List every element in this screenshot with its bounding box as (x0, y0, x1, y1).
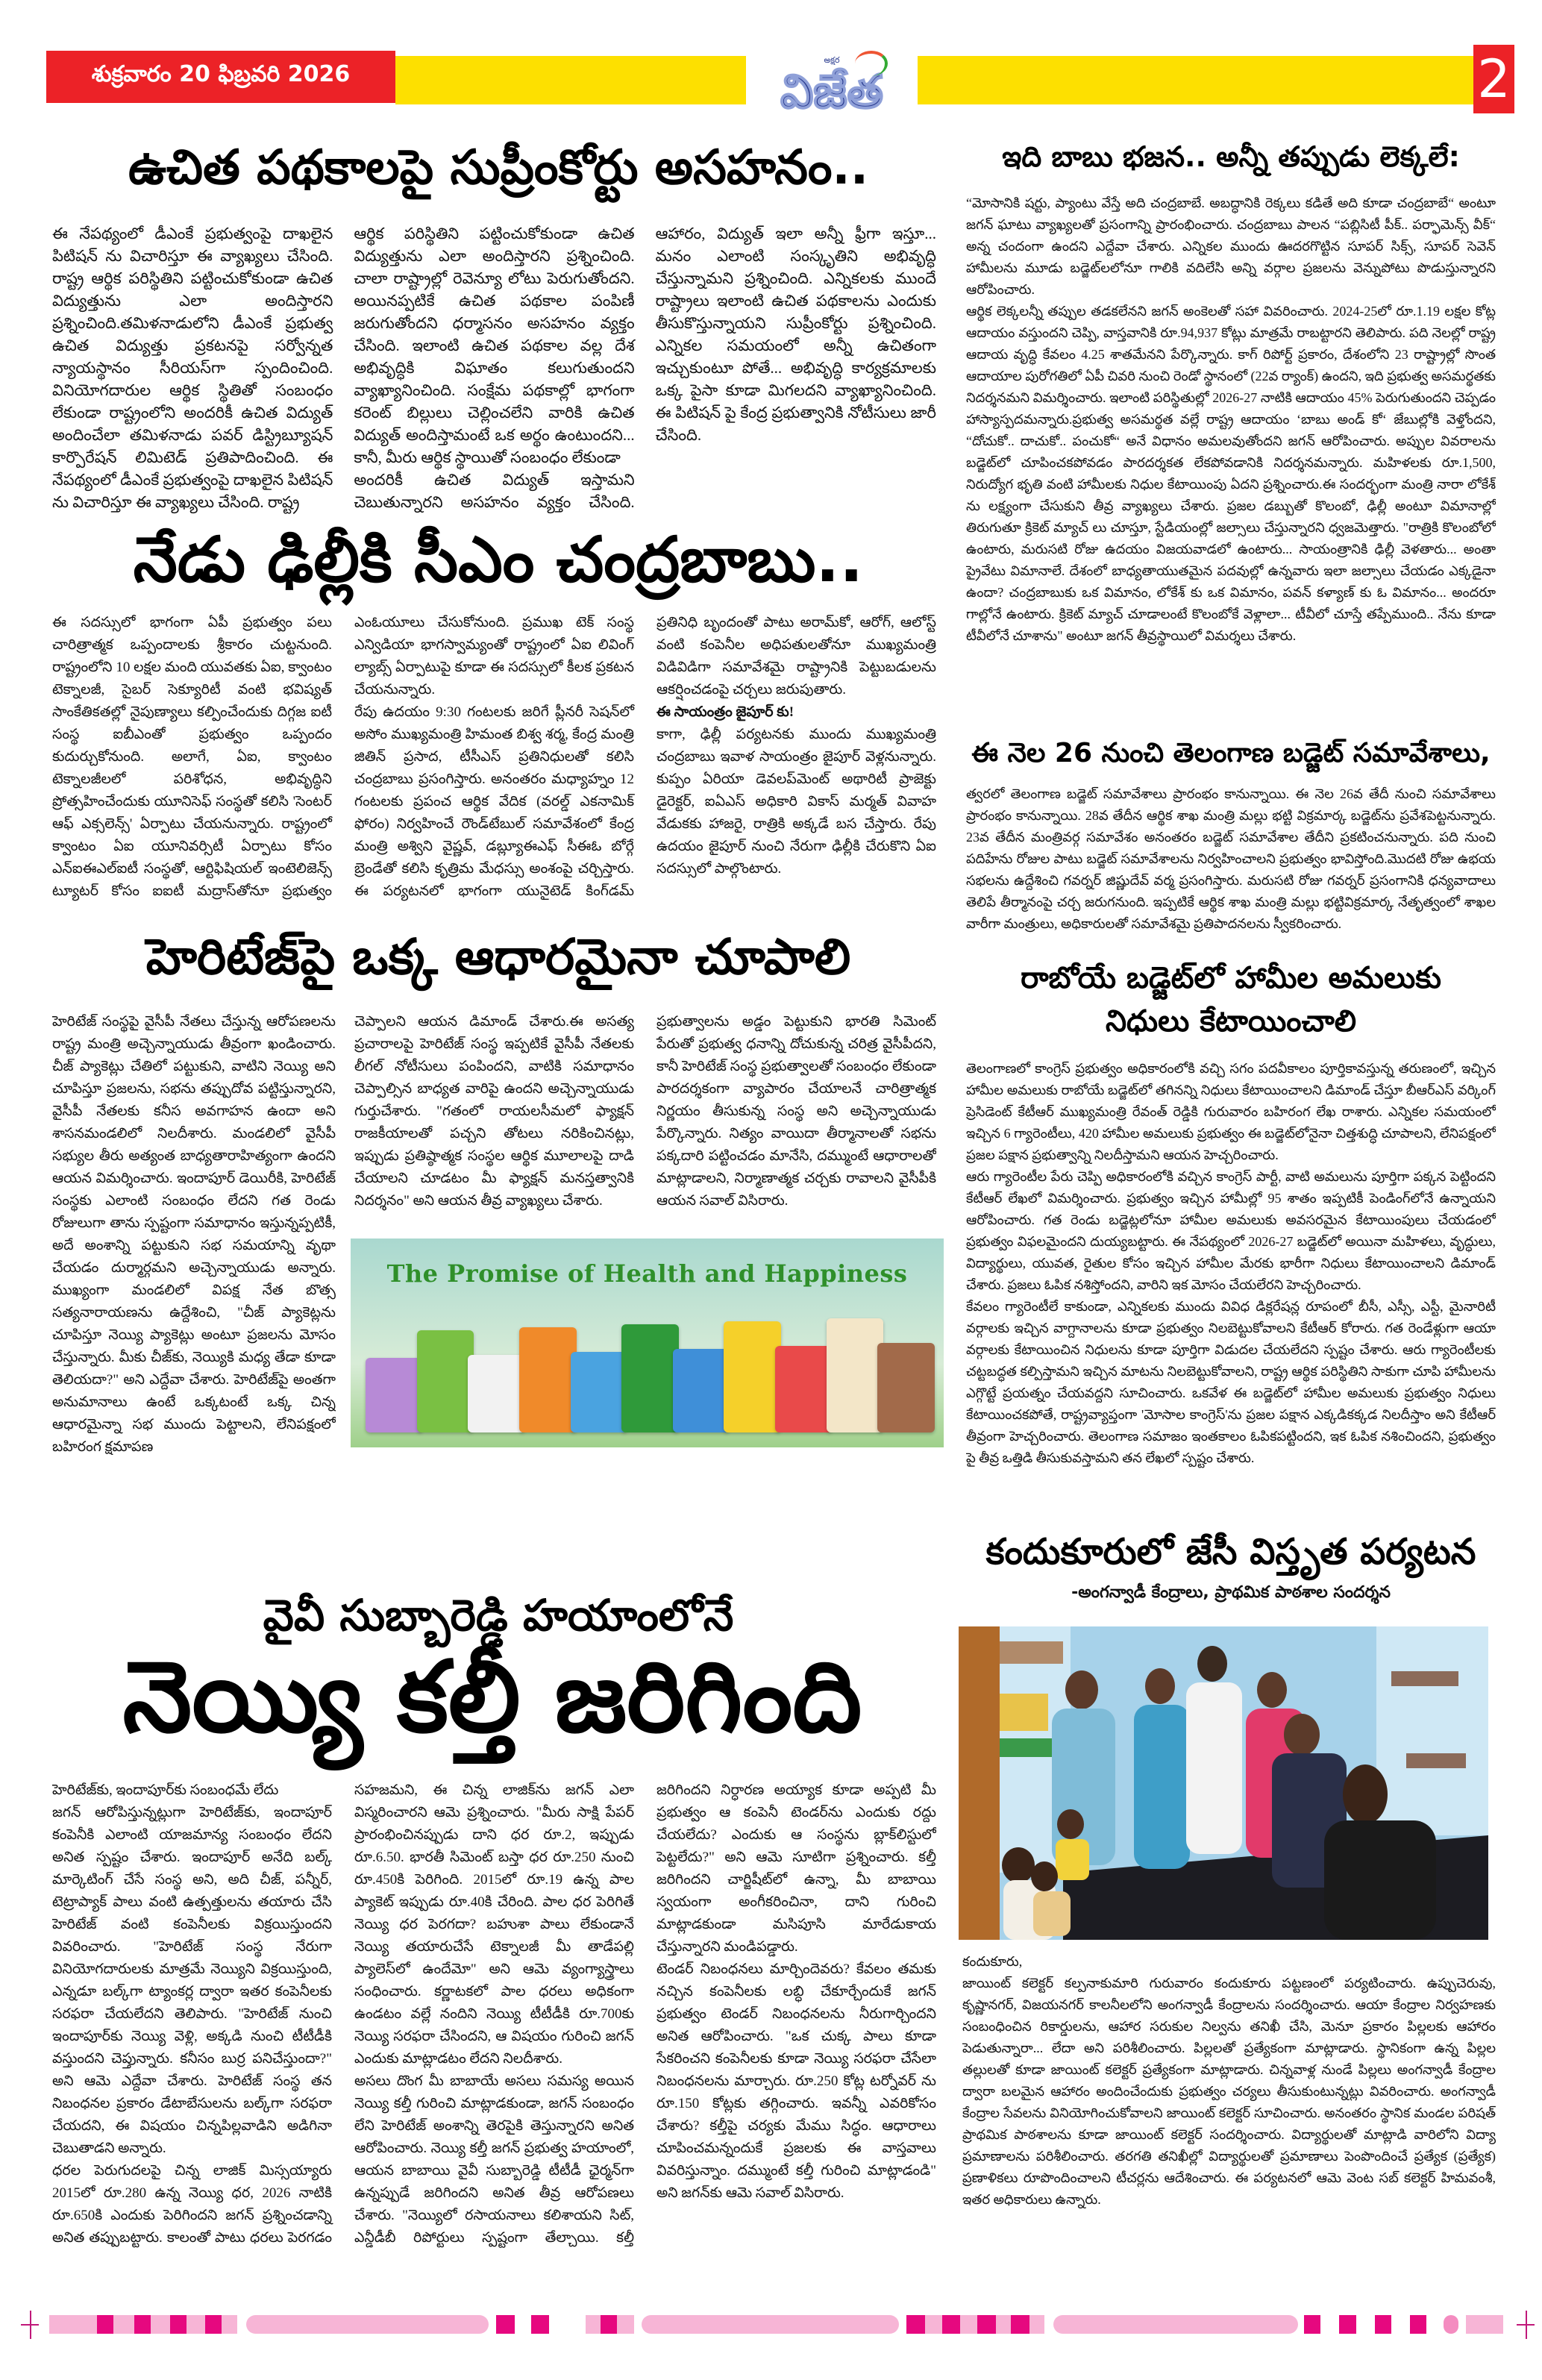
article-ktr-body (966, 1058, 1496, 1522)
page-number: 2 (1473, 45, 1514, 113)
footer-bar-segment (1339, 2315, 1356, 2334)
paragraph: కాగా, ఢిల్లీ పర్యటనకు ముందు ముఖ్యమంత్రి చంద్రబాబు ఇవాళ సాయంత్రం జైపూర్ వెళ్లనున్నారు. కుప్పం ఏరియా డెవలప్‌మెంట్ అథారిటీ ప్రాజెక్టు డైరెక్టర్, ఐఏఎస్ అధికారి వికాస్ మర్మత్ వివాహ వేడుకకు హాజరై, రాత్రికి అక్కడే బస చేస్తారు. రేపు ఉదయం జైపూర్ నుంచి నేరుగా ఢిల్లీకి చేరుకొని ఏఐ సదస్సులో పాల్గొంటారు. (656, 727, 936, 877)
paragraph: చెప్పాలని ఆయన డిమాండ్ చేశారు.ఈ అసత్య ప్రచారాలపై హెరిటేజ్ సంస్థ ఇప్పటికే వైసీపీ నేతలకు లీగల్ నోటీసులు పంపిందని, వాటికి సమాధానం చెప్పాల్సిన బాధ్యత వారిపై ఉందని అచ్చెన్నాయుడు గుర్తుచేశారు. "గతంలో రాయలసీమలో ఫ్యాక్షన్ రాజకీయాలతో పచ్చని తోటలు నరికించినట్లు, ఇప్పుడు ప్రతిష్ఠాత్మక సంస్థల ఆర్థిక మూలాలపై దాడి చేయాలని చూడటం మీ ఫ్యాక్షన్ మనస్తత్వానికి నిదర్శనం" అని ఆయన తీవ్ర వ్యాఖ్యలు చేశారు. (354, 1014, 634, 1209)
footer-bar-segment (134, 2315, 151, 2334)
footer-bar-segment (1375, 2315, 1391, 2334)
footer-registration-bar (0, 2302, 1542, 2346)
paragraph: “మోసానికి షర్టు, ప్యాంటు వేస్తే అది చంద్రబాబే. అబద్ధానికి రెక్కలు కడితే అది కూడా చంద్రబాబే“ అంటూ జగన్ ఘాటు వ్యాఖ్యలతో ప్రసంగాన్ని ప్రారంభించారు. చంద్రబాబు పాలన “పబ్లిసిటీ పీక్.. పర్ఫామెన్స్ వీక్“ అన్న చందంగా ఉందని ఎద్దేవా చేశారు. ఎన్నికల ముందు ఊదరగొట్టిన సూపర్ సిక్స్, సూపర్ సెవెన్ హామీలను మూడు బడ్జెట్‌లలోనూ గాలికి వదిలేసి అన్ని వర్గాల ప్రజలను వెన్నుపోటు పొడుస్తున్నారని ఆరోపించారు. (966, 195, 1496, 297)
dateline: కందుకూరు, (962, 1954, 1023, 1969)
article-kandukur-body (962, 1951, 1496, 2249)
article-ghee-body (52, 1779, 936, 2249)
paragraph: ఆర్థిక లెక్కలన్నీ తప్పుల తడకలేనని జగన్ అంకెలతో సహా వివరించారు. 2024-25లో రూ.1.19 లక్షల కోట్ల ఆదాయం వస్తుందని చెప్పి, వాస్తవానికి రూ.94,937 కోట్లు మాత్రమే రాబట్టారని తెలిపారు. పది నెలల్లో రాష్ట్ర ఆదాయ వృద్ధి కేవలం 4.25 శాతమేనని పేర్కొన్నారు. కాగ్ రిపోర్ట్ ప్రకారం, దేశంలోని 23 రాష్ట్రాల్లో సొంత ఆదాయాల పురోగతిలో ఏపీ చివరి నుంచి రెండో స్థానంలో (22వ ర్యాంక్) ఉందని, ఇది ప్రభుత్వ అసమర్థతకు నిదర్శనమని విమర్శించారు. ఇలాంటి పరిస్థితుల్లో 2026-27 నాటికి ఆదాయం 45% పెరుగుతుందని చెప్పడం హాస్యాస్పదమన్నారు.ప్రభుత్వ అసమర్థత వల్లే రాష్ట్ర ఆదాయం ‘బాబు అండ్ కో‘ జేబుల్లోకి వెళ్తోందని, “దోచుకో.. దాచుకో.. పంచుకో“ అనే విధానం అమలవుతోందని జగన్ ఆరోపించారు. అప్పుల వివరాలను బడ్జెట్‌లో చూపించకపోవడం పారదర్శకత లేకపోవడానికి నిదర్శనమన్నారు. మహిళలకు రూ.1,500, నిరుద్యోగ భృతి వంటి హామీలకు నిధుల కేటాయింపు ఏదని ప్రశ్నించారు.ఈ సందర్భంగా మంత్రి నారా లోకేశ్ ను లక్ష్యంగా చేసుకుని తీవ్ర వ్యాఖ్యలు చేశారు. ప్రజల డబ్బుతో కొలంబో, ఢిల్లీ అంటూ విమానాల్లో తిరుగుతూ క్రికెట్ మ్యాచ్ లు చూస్తూ, స్టేడియంల్లో జల్సాలు చేస్తున్నారని ధ్వజమెత్తారు. "రాత్రికి కొలంబోలో ఉంటారు, మరుసటి రోజు ఉదయం విజయవాడలో ఉంటారు... సాయంత్రానికి ఢిల్లీ వెళతారు... అంతా ప్రైవేటు విమానాలే. దేశంలో బాధ్యతాయుతమైన పదవుల్లో ఉన్నవారు ఇలా జల్సాలు చేయడం ఎక్కడైనా ఉందా? చంద్రబాబుకు ఒక విమానం, లోకేశ్ కు ఒక విమానం, పవన్ కళ్యాణ్ కు ఓ విమానం... అందరూ గాల్లోనే ఉంటారు. క్రికెట్ మ్యాచ్ చూడాలంటే కొలంబోకే వెళ్లాలా... టీవీలో చూస్తే తప్పేముంది.. నేను కూడా టీవీలోనే చూశాను" అంటూ జగన్ తీవ్రస్థాయిలో విమర్శలు చేశారు. (966, 304, 1496, 643)
article-heritage-body-right (354, 1011, 936, 1216)
paragraph: ప్రభుత్వాలను అడ్డం పెట్టుకుని భారతి సిమెంట్ పేరుతో ప్రభుత్వ ధనాన్ని దోచుకున్న చరిత్ర వైసీపీదని, కానీ హెరిటేజ్ సంస్థ ప్రభుత్వాలతో సంబంధం లేకుండా పారదర్శకంగా వ్యాపారం చేయాలనే చారిత్రాత్మక నిర్ణయం తీసుకున్న సంస్థ అని అచ్చెన్నాయుడు పేర్కొన్నారు. నిత్యం వాయిదా తీర్మానాలతో సభను పక్కదారి పట్టించడం మానేసి, దమ్ముంటే ఆధారాలతో మాట్లాడాలని, నిర్మాణాత్మక చర్చకు రావాలని వైసీపీకి ఆయన సవాల్ విసిరారు. (656, 1014, 936, 1209)
logo-text: విజేత (780, 64, 883, 119)
headline-ktr-line2: నిధులు కేటాయించాలి (1105, 1004, 1357, 1039)
subhead: హెరిటేజ్‌కు, ఇందాపూర్‌కు సంబంధమే లేదు (52, 1782, 279, 1798)
footer-bar-segment (1011, 2315, 1029, 2334)
ad-product-package (417, 1330, 474, 1432)
headline-telangana-budget: ఈ నెల 26 నుంచి తెలంగాణ బడ్జెట్ సమావేశాలు, (971, 738, 1491, 768)
paragraph: హెరిటేజ్ సంస్థపై వైసీపీ నేతలు చేస్తున్న ఆరోపణలను రాష్ట్ర మంత్రి అచ్చెన్నాయుడు తీవ్రంగా ఖండించారు. చీజ్ ప్యాకెట్లు చేతిలో పట్టుకుని, వాటిని నెయ్యి అని చూపిస్తూ ప్రజలను, సభను తప్పుదోవ పట్టిస్తున్నారని, వైసీపీ నేతలకు కనీస అవగాహన ఉందా అని శాసనమండలిలో నిలదీశారు. మండలిలో వైసీపీ సభ్యుల తీరు అత్యంత బాధ్యతారాహిత్యంగా ఉందని ఆయన విమర్శించారు. ఇందాపూర్ డెయిరీకి, హెరిటేజ్ సంస్థకు ఎలాంటి సంబంధం లేదని గత రెండు రోజులుగా తాను స్పష్టంగా సమాధానం ఇస్తున్నప్పటికీ, అదే అంశాన్ని పట్టుకుని సభ సమయాన్ని వృథా చేయడం దుర్మార్గమని అచ్చెన్నాయుడు అన్నారు. ముఖ్యంగా మండలిలో విపక్ష నేత బొత్స సత్యనారాయణను ఉద్దేశించి, "చీజ్ ప్యాకెట్లను చూపిస్తూ నెయ్యి ప్యాకెట్లు అంటూ ప్రజలను మోసం చేస్తున్నారు. మీకు చీజ్‌కు, నెయ్యికి మధ్య తేడా కూడా తెలియదా?" అని ఎద్దేవా చేశారు. హెరిటేజ్‌పై అంతగా అనుమానాలు ఉంటే ఒక్కటంటే ఒక్క చిన్న ఆధారమైన్నా సభ ముందు పెట్టాలని, లేనిపక్షంలో బహిరంగ క్షమాపణ (52, 1014, 336, 1455)
logo-swirl-icon (855, 51, 888, 76)
issue-date: శుక్రవారం 20 ఫిబ్రవరి 2026 (46, 51, 395, 103)
ad-product-package (621, 1324, 679, 1432)
footer-bar-segment (1410, 2315, 1426, 2334)
paragraph: అసలు దొంగ మీ బాబాయే అసలు సమస్య అయిన నెయ్యి కల్తీ గురించి మాట్లాడకుండా, జగన్ సంబంధం లేని హెరిటేజ్ అంశాన్ని తెరపైకి తెస్తున్నారని అనిత ఆరోపించారు. నెయ్యి కల్తీ జగన్ ప్రభుత్వ హయాంలో, ఆయన బాబాయి వైవీ సుబ్బారెడ్డి టీటీడీ ఛైర్మన్‌గా ఉన్నప్పుడే జరిగిందని అనిత తీవ్ర ఆరోపణలు చేశారు. "నెయ్యిలో రసాయనాలు కలిశాయని సిట్, ఎన్డీడీబీ రిపోర్టులు స్పష్టంగా తేల్చాయి. కల్తీ జరిగిందని నిర్ధారణ అయ్యాక కూడా అప్పటి మీ ప్రభుత్వం ఆ కంపెనీ టెండర్‌ను ఎందుకు రద్దు చేయలేదు? ఎందుకు ఆ సంస్థను బ్లాక్‌లిస్టులో పెట్టలేదు?" అని ఆమె సూటిగా ప్రశ్నించారు. కల్తీ జరిగిందని చార్జిషీట్‌లో ఉన్నా, మీ బాబాయి స్వయంగా అంగీకరించినా, దాని గురించి మాట్లాడకుండా మసిపూసి మారేడుకాయ చేస్తున్నారని మండిపడ్డారు. (354, 1782, 936, 2246)
article-cm-delhi-body (52, 612, 936, 906)
ad-product-package (366, 1358, 423, 1432)
headline-kandukur: కందుకూరులో జేసీ విస్తృత పర్యటన (985, 1531, 1476, 1573)
paragraph: అందరికీ ఉచిత విద్యుత్ ఇస్తామని చెబుతున్నారని అసహనం వ్యక్తం చేసింది. ఆహారం, విద్యుత్ ఇలా అన్నీ ఫ్రీగా ఇస్తూ... మనం ఎలాంటి సంస్కృతిని అభివృద్ధి చేస్తున్నామని ప్రశ్నించింది. ఎన్నికలకు ముందే రాష్ట్రాలు ఇలాంటి ఉచిత పథకాలను ఎందుకు తీసుకొస్తున్నాయని సుప్రీంకోర్టు ప్రశ్నించింది. ఎన్నికల సమయంలో అన్నీ ఉచితంగా ఇచ్చుకుంటూ పోతే... అభివృద్ధి కార్యక్రమాలకు ఒక్క పైసా కూడా మిగలదని వ్యాఖ్యానించింది. ఈ పిటిషన్ పై కేంద్ర ప్రభుత్వానికి నోటీసులు జారీ చేసింది. (354, 225, 936, 511)
article-supreme-court-body (52, 222, 936, 517)
paragraph: టెండర్ నిబంధనలు మార్చిందెవరు? కేవలం తమకు నచ్చిన కంపెనీలకు లబ్ధి చేకూర్చేందుకే జగన్ ప్రభుత్వం టెండర్ నిబంధనలను నీరుగార్చిందని అనిత ఆరోపించారు. "ఒక చుక్క పాలు కూడా సేకరించని కంపెనీలకు కూడా నెయ్యి సరఫరా చేసేలా నిబంధనలను మార్చారు. రూ.250 కోట్ల టర్నోవర్ ను రూ.150 కోట్లకు తగ్గించారు. ఇవన్నీ ఎవరికోసం చేశారు? కల్తీపై చర్యకు మేము సిద్ధం. ఆధారాలు చూపించమన్నందుకే ప్రజలకు ఈ వాస్తవాలు వివరిస్తున్నాం. దమ్ముంటే కల్తీ గురించి మాట్లాడండి" అని జగన్‌కు ఆమె సవాల్ విసిరారు. (656, 1961, 936, 2201)
footer-bar-segment (97, 2315, 113, 2334)
header-band-left (395, 56, 746, 104)
paragraph: రేపు ఉదయం 9:30 గంటలకు జరిగే ప్లీనరీ సెషన్‌లో అసోం ముఖ్యమంత్రి హిమంత బిశ్వ శర్మ, కేంద్ర మంత్రి జితిన్ ప్రసాద, టీసీఎస్ ప్రతినిధులతో కలిసి చంద్రబాబు ప్రసంగిస్తారు. అనంతరం మధ్యాహ్నం 12 గంటలకు ప్రపంచ ఆర్థిక వేదిక (వరల్డ్ ఎకనామిక్ ఫోరం) నిర్వహించే రౌండ్‌టేబుల్ సమావేశంలో కేంద్ర మంత్రి అశ్విని వైష్ణవ్, డబ్ల్యూఈఎఫ్ సీఈఓ బోర్గే బ్రెండేతో కలిసి కృత్రిమ మేధస్సు అంశంపై చర్చిస్తారు. ఈ పర్యటనలో భాగంగా యునైటెడ్ కింగ్‌డమ్ ప్రతినిధి బృందంతో పాటు అరామ్‌కో, ఆరోగ్, ఆలోస్ట్ వంటి కంపెనీల అధిపతులతోనూ ముఖ్యమంత్రి విడివిడిగా సమావేశమై రాష్ట్రానికి పెట్టుబడులను ఆకర్షించడంపై చర్చలు జరుపుతారు. (354, 615, 936, 899)
footer-bar-segment (906, 2315, 925, 2334)
article-heritage-body-left (52, 1011, 336, 1574)
ad-product-lineup (366, 1306, 929, 1432)
headline-ktr-line1: రాబోయే బడ్జెట్‌లో హామీల అమలుకు (1021, 961, 1441, 995)
ad-product-package (468, 1355, 525, 1432)
headline-supreme-court: ఉచిత పథకాలపై సుప్రీంకోర్టు అసహనం.. (128, 140, 869, 195)
headline-heritage: హెరిటేజ్‌పై ఒక్క ఆధారమైనా చూపాలి (145, 928, 851, 986)
photo-scene (959, 1626, 1488, 1940)
footer-bar-segment (205, 2315, 222, 2334)
ad-product-package (519, 1327, 577, 1432)
footer-bar-segment (942, 2315, 960, 2334)
subheadline-kandukur: -అంగన్వాడీ కేంద్రాలు, ప్రాథమిక పాఠశాల సందర్శన (1071, 1583, 1391, 1602)
footer-bar-segment (1304, 2315, 1320, 2334)
paragraph: తెలంగాణలో కాంగ్రెస్ ప్రభుత్వం అధికారంలోకి వచ్చి సగం పదవీకాలం పూర్తికావస్తున్న తరుణంలో, ఇచ్చిన హామీల అమలుకు రాబోయే బడ్జెట్‌లో తగినన్ని నిధులు కేటాయించాలని డిమాండ్ చేస్తూ బీఆర్ఎస్ వర్కింగ్ ప్రెసిడెంట్ కేటీఆర్ ముఖ్యమంత్రి రేవంత్ రెడ్డికి గురువారం బహిరంగ లేఖ రాశారు. ఎన్నికల సమయంలో ఇచ్చిన 6 గ్యారెంటీలు, 420 హామీల అమలుకు ప్రభుత్వం ఈ బడ్జెట్‌లోనైనా చిత్తశుద్ధి చూపాలని, లేనిపక్షంలో ప్రజల పక్షాన ప్రభుత్వాన్ని నిలదీస్తామని ఆయన హెచ్చరించారు. (966, 1061, 1496, 1162)
masthead-logo (746, 45, 918, 127)
ad-product-package (827, 1318, 884, 1432)
registration-crosshair-icon (1526, 2311, 1527, 2339)
paragraph: ఈ సదస్సులో భాగంగా ఏపీ ప్రభుత్వం పలు చారిత్రాత్మక ఒప్పందాలకు శ్రీకారం చుట్టనుంది. రాష్ట్రంలోని 10 లక్షల మంది యువతకు ఏఐ, క్వాంటం టెక్నాలజీ, సైబర్ సెక్యూరిటీ వంటి భవిష్యత్ సాంకేతికతల్లో నైపుణ్యాలు కల్పించేందుకు దిగ్గజ ఐటీ సంస్థ ఐబీఎంతో ప్రభుత్వం ఒప్పందం కుదుర్చుకోనుంది. అలాగే, ఏఐ, క్వాంటం టెక్నాలజీలలో పరిశోధన, అభివృద్ధిని ప్రోత్సహించేందుకు యూనిసెఫ్ సంస్థతో కలిసి 'సెంటర్ ఆఫ్ ఎక్సలెన్స్' ఏర్పాటు చేయనున్నారు. రాష్ట్రంలో క్వాంటం ఏఐ యూనివర్సిటీ ఏర్పాటు కోసం ఎన్ఐఈఎల్ఐటీ సంస్థతో, ఆర్టిఫిషియల్ ఇంటెలిజెన్స్ ట్యూటర్ కోసం ఐఐటీ మద్రాస్‌తోనూ ప్రభుత్వం ఎంఓయూలు చేసుకోనుంది. ప్రముఖ టెక్ సంస్థ ఎన్విడియా భాగస్వామ్యంతో రాష్ట్రంలో ఏఐ లివింగ్ ల్యాబ్స్ ఏర్పాటుపై కూడా ఈ సదస్సులో కీలక ప్రకటన చేయనున్నారు. (52, 615, 634, 899)
paragraph: ధరల పెరుగుదలపై చిన్న లాజిక్ మిస్సయ్యారు 2015లో రూ.280 ఉన్న నెయ్యి ధర, 2026 నాటికి రూ.650కి ఎందుకు పెరిగిందని జగన్ ప్రశ్నించడాన్ని అనిత తప్పుబట్టారు. కాలంతో పాటు ధరలు పెరగడం సహజమని, ఈ చిన్న లాజిక్‌ను జగన్ ఎలా విస్మరించారని ఆమె ప్రశ్నించారు. "మీరు సాక్షి పేపర్ ప్రారంభించినప్పుడు దాని ధర రూ.2, ఇప్పుడు రూ.6.50. భారతీ సిమెంట్ బస్తా ధర రూ.250 నుంచి రూ.450కి పెరిగింది. 2015లో రూ.19 ఉన్న పాల ప్యాకెట్ ఇప్పుడు రూ.40కి చేరింది. పాల ధర పెరిగితే నెయ్యి ధర పెరగదా? బహుశా పాలు లేకుండానే నెయ్యి తయారుచేసే టెక్నాలజీ మీ తాడేపల్లి ప్యాలెస్‌లో ఉందేమో" అని ఆమె వ్యంగ్యాస్త్రాలు సంధించారు. కర్ణాటకలో పాల ధరలు అధికంగా ఉండటం వల్లే నందిని నెయ్యి టీటీడీకి రూ.700కు నెయ్యి సరఫరా చేసిందని, ఆ విషయం గురించి జగన్ ఎందుకు మాట్లాడటం లేదని నిలదీశారు. (52, 1782, 634, 2246)
registration-crosshair-icon (30, 2311, 31, 2339)
footer-bar-segment (1053, 2315, 1298, 2334)
footer-bar-segment (1444, 2315, 1458, 2334)
ad-title: The Promise of Health and Happiness (386, 1259, 908, 1288)
logo-tagline: అక్షర (824, 55, 840, 65)
footer-bar-segment (170, 2315, 187, 2334)
paragraph: ఈ నేపథ్యంలో డీఎంకే ప్రభుత్వంపై దాఖలైన పిటిషన్ ను విచారిస్తూ ఈ వ్యాఖ్యలు చేసింది. రాష్ట్ర ఆర్థిక పరిస్థితిని పట్టించుకోకుండా ఉచిత విద్యుత్తును ఎలా అందిస్తారని ప్రశ్నించింది.తమిళనాడులోని డీఎంకే ప్రభుత్వ ఉచిత విద్యుత్తు ప్రకటనపై సర్వోన్నత న్యాయస్థానం సీరియస్‌గా స్పందించింది. వినియోగదారుల ఆర్థిక స్థితితో సంబంధం లేకుండా రాష్ట్రంలోని అందరికీ ఉచిత విద్యుత్ అందించేలా తమిళనాడు పవర్ డిస్ట్రిబ్యూషన్ కార్పొరేషన్ లిమిటెడ్ ప్రతిపాదించింది. ఈ నేపథ్యంలో డీఎంకే ప్రభుత్వంపై దాఖలైన పిటిషన్ ను విచారిస్తూ ఈ వ్యాఖ్యలు చేసింది. రాష్ట్ర (52, 225, 333, 511)
footer-bar-segment (977, 2315, 996, 2334)
paragraph: ఆరు గ్యారెంటీల పేరు చెప్పి అధికారంలోకి వచ్చిన కాంగ్రెస్ పార్టీ, వాటి అమలును పూర్తిగా పక్కన పెట్టిందని కేటీఆర్ లేఖలో విమర్శించారు. ప్రభుత్వం ఇచ్చిన హామీల్లో 95 శాతం ఇప్పటికీ పెండింగ్‌లోనే ఉన్నాయని ఆరోపించారు. గత రెండు బడ్జెట్లలోనూ హామీల అమలుకు అవసరమైన కేటాయింపులు చేయడంలో ప్రభుత్వం విఫలమైందని దుయ్యబట్టారు. ఈ నేపథ్యంలో 2026-27 బడ్జెట్‌లో అయినా మహిళలు, వృద్ధులు, విద్యార్థులు, యువత, రైతుల కోసం ఇచ్చిన హామీల మేరకు భారీగా నిధులు కేటాయించాలని డిమాండ్ చేశారు. ప్రజలు ఓపిక నశిస్తోందని, వారిని ఇక మోసం చేయలేరని హెచ్చరించారు. (966, 1169, 1496, 1292)
paragraph: త్వరలో తెలంగాణ బడ్జెట్ సమావేశాలు ప్రారంభం కానున్నాయి. ఈ నెల 26వ తేదీ నుంచి సమావేశాలు ప్రారంభం కానున్నాయి. 28వ తేదీన ఆర్థిక శాఖ మంత్రి మల్లు భట్టి విక్రమార్క బడ్జెట్‌ను ప్రవేశపెట్టనున్నారు. 23వ తేదీన మంత్రివర్గ సమావేశం అనంతరం బడ్జెట్ సమావేశాల తేదీని ప్రకటించనున్నారు. పది నుంచి పదిహేను రోజుల పాటు బడ్జెట్ సమావేశాలను నిర్వహించాలని ప్రభుత్వం భావిస్తోంది.మొదటి రోజు ఉభయ సభలను ఉద్దేశించి గవర్నర్ జిష్ణుదేవ్ వర్మ ప్రసంగిస్తారు. మరుసటి రోజు గవర్నర్ ప్రసంగానికి ధన్యవాదాలు తెలిపే తీర్మానంపై చర్చ జరుగనుంది. ఇప్పటికే ఆర్థిక శాఖ మంత్రి మల్లు భట్టివిక్రమార్క నేతృత్వంలో శాఖల వారీగా మంత్రులు, అధికారులతో సమావేశమై ప్రతిపాదనలను స్వీకరించారు. (966, 786, 1496, 931)
headline-ghee-adulteration: నెయ్యి కల్తీ జరిగింది (122, 1640, 862, 1755)
ad-product-package (673, 1349, 730, 1432)
footer-bar-segment (1466, 2315, 1503, 2334)
footer-bar-segment (246, 2315, 489, 2334)
paragraph: జాయింట్ కలెక్టర్ కల్పనాకుమారి గురువారం కందుకూరు పట్టణంలో పర్యటించారు. ఉప్పుచెరువు, కృష్ణానగర్, విజయనగర్ కాలనీలలోని అంగన్వాడీ కేంద్రాలను సందర్శించారు. ఆయా కేంద్రాల నిర్వహణకు సంబంధించిన రికార్డులను, ఆహార సరుకుల నిల్వను తనిఖీ చేసి, మెనూ ప్రకారం పిల్లలకు ఆహారం పెడుతున్నారా... లేదా అని పరిశీలించారు. పిల్లలతో ప్రత్యేకంగా మాట్లాడారు. స్థానికంగా ఉన్న పిల్లల తల్లులతో కూడా జాయింట్ కలెక్టర్ ప్రత్యేకంగా మాట్లాడారు. చిన్నవాళ్ల నుండే పిల్లలు అంగన్వాడీ కేంద్రాల ద్వారా బలమైన ఆహారం అందించేందుకు ప్రభుత్వం చర్యలు తీసుకుంటున్నట్లు వివరించారు. అంగన్వాడీ కేంద్రాల సేవలను వినియోగించుకోవాలని జాయింట్ కలెక్టర్ సూచించారు. అనంతరం స్థానిక మండల పరిషత్ ప్రాథమిక పాఠశాలను కూడా జాయింట్ కలెక్టర్ సందర్శించారు. విద్యార్థులతో మాట్లాడి వారిలోని విద్యా ప్రమాణాలను పరిశీలించారు. తరగతి తనిఖీల్లో విద్యార్థులతో ప్రమాణాలు పెంపొందించే ప్రత్యేక (ప్రత్యేక) ప్రణాళికలు రూపొందించాలని టీచర్లను ఆదేశించారు. ఈ పర్యటనలో ఆమె వెంట సబ్ కలెక్టర్ హిమవంశీ, ఇతర అధికారులు ఉన్నారు. (962, 1976, 1496, 2207)
header-band-right (918, 56, 1473, 104)
footer-bar-segment (496, 2315, 515, 2334)
kicker-yv-subbareddy: వైవీ సుబ్బారెడ్డి హయాంలోనే (263, 1590, 734, 1641)
footer-bar-segment (531, 2315, 549, 2334)
article-telangana-budget-body (966, 783, 1496, 959)
paragraph: కేవలం గ్యారెంటీలే కాకుండా, ఎన్నికలకు ముందు వివిధ డిక్లరేషన్ల రూపంలో బీసీ, ఎస్సీ, ఎస్టీ, మైనారిటీ వర్గాలకు ఇచ్చిన వాగ్దానాలను కూడా ప్రభుత్వం నిలబెట్టుకోవాలని కేటీఆర్ కోరారు. గత రెండేళ్లుగా ఆయా వర్గాలకు కేటాయించిన నిధులను కూడా పూర్తిగా విడుదల చేయలేదని స్పష్టం చేశారు. ఆరు గ్యారెంటీలకు చట్టబద్ధత కల్పిస్తామని ఇచ్చిన మాటను నిలబెట్టుకోవాలని, రాష్ట్ర ఆర్థిక పరిస్థితిని సాకుగా చూపి హామీలను ఎగ్గొట్టే ప్రయత్నం చేయవద్దని సూచించారు. ఒకవేళ ఈ బడ్జెట్‌లో హామీల అమలుకు ప్రభుత్వం నిధులు కేటాయించకపోతే, రాష్ట్రవ్యాప్తంగా 'మోసాల కాంగ్రెస్'ను ప్రజల పక్షాన ఎక్కడికక్కడ నిలదీస్తాం అని కేటీఆర్ తీవ్రంగా హెచ్చరించారు. తెలంగాణ సమాజం ఇంతకాలం ఓపికపట్టిందని, ఇక ఓపిక నశించిందని, ప్రభుత్వం పై తీవ్ర ఒత్తిడి తీసుకువస్తామని తన లేఖలో స్పష్టం చేశారు. (966, 1299, 1496, 1465)
paragraph: జగన్ ఆరోపిస్తున్నట్లుగా హెరిటేజ్‌కు, ఇందాపూర్ కంపెనీకి ఎలాంటి యాజమాన్య సంబంధం లేదని అనిత స్పష్టం చేశారు. ఇందాపూర్ అనేది బల్క్ మార్కెటింగ్ చేసే సంస్థ అని, అది చీజ్, పన్నీర్, టెట్రాప్యాక్ పాలు వంటి ఉత్పత్తులను తయారు చేసి హెరిటేజ్ వంటి కంపెనీలకు విక్రయిస్తుందని వివరించారు. "హెరిటేజ్ సంస్థ నేరుగా వినియోగదారులకు మాత్రమే నెయ్యిని విక్రయిస్తుంది, ఎన్నడూ బల్క్‌గా ట్యాంకర్ల ద్వారా ఇతర కంపెనీలకు సరఫరా చేయలేదని తెలిపారు. "హెరిటేజ్ నుంచి ఇందాపూర్‌కు నెయ్యి వెళ్లి, అక్కడి నుంచి టీటీడీకి వస్తుందని చెప్తున్నారు. కనీసం బుర్ర పనిచేస్తుందా?" అని ఆమె ఎద్దేవా చేశారు. హెరిటేజ్ సంస్థ తన నిబంధనల ప్రకారం డేటాబేసులను బల్క్‌గా సరఫరా చేయదని, ఈ విషయం చిన్నపిల్లవాడిని అడిగినా చెబుతాడని అన్నారు. (52, 1805, 332, 2156)
ad-product-package (775, 1346, 833, 1432)
advertisement-dairy-products[interactable] (351, 1238, 944, 1447)
footer-bar-segment (642, 2315, 899, 2334)
headline-jagan: ఇది బాబు భజన.. అన్నీ తప్పుడు లెక్కలే: (1002, 140, 1460, 173)
ad-product-package (724, 1321, 781, 1432)
photo-anganwadi-visit[interactable] (959, 1626, 1488, 1940)
footer-bar-segment (601, 2315, 617, 2334)
ad-product-package (571, 1352, 628, 1432)
paragraph: ఆర్థిక పరిస్థితిని పట్టించుకోకుండా ఉచిత విద్యుత్తును ఎలా అందిస్తారని ప్రశ్నించింది. చాలా రాష్ట్రాల్లో రెవెన్యూ లోటు పెరుగుతోందని. అయినప్పటికే ఉచిత పథకాల పంపిణీ జరుగుతోందని ధర్మాసనం అసహనం వ్యక్తం చేసింది. ఇలాంటి ఉచిత పథకాల వల్ల దేశ అభివృద్ధికి విఘాతం కలుగుతుందని వ్యాఖ్యానించింది. సంక్షేమ పథకాల్లో భాగంగా కరెంట్ బిల్లులు చెల్లించలేని వారికి ఉచిత విద్యుత్ అందిస్తామంటే ఒక అర్థం ఉంటుందని... కానీ, మీరు ఆర్థిక స్థాయితో సంబంధం లేకుండా (354, 225, 635, 466)
ad-product-package (877, 1343, 935, 1432)
headline-cm-delhi: నేడు ఢిల్లీకి సీఎం చంద్రబాబు.. (133, 523, 864, 596)
article-jagan-body (966, 192, 1496, 724)
subhead: ఈ సాయంత్రం జైపూర్ కు! (656, 704, 794, 720)
